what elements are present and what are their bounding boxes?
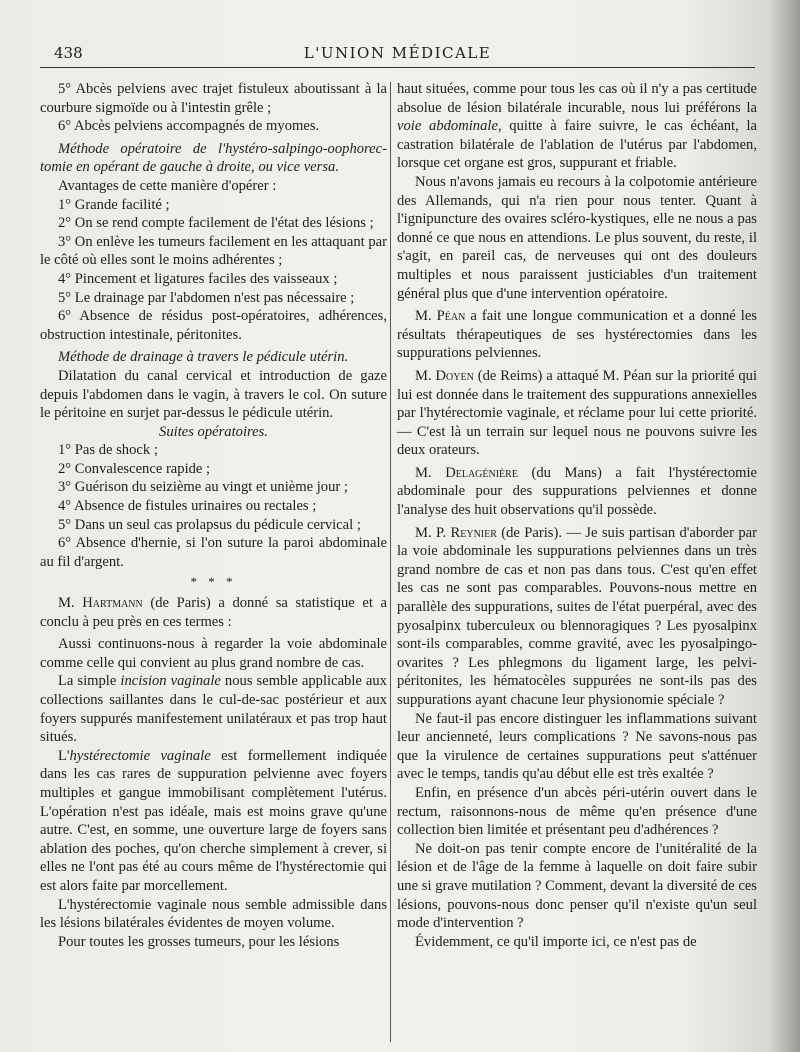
- list-item: 1° Grande facilité ;: [58, 196, 170, 213]
- speaker-name: M. Doyen: [415, 367, 474, 384]
- speaker-name: M. P. Reynier: [415, 524, 497, 541]
- paragraph: Ne faut-il pas encore distinguer les inflammations suivant leur ancienneté, leurs complications ? Ne savons-nous pas que la virulence de certaines suppurations peut s'atténuer avec le temps, tandis qu'au début elle est très exaltée ?: [397, 710, 757, 783]
- paragraph-text: (de Paris). — Je suis partisan d'aborder par la voie abdominale les suppurations pelviennes dans un très grand nombre de cas et non pas dans tous. C'est qu'en effet les cas ne sont pas comparables. Pouvons-nous mettre en parallèle des suppurations, suites de l'état puerpéral, avec des pyosalpinx tuberculeux ou blennoragiques ? Les pyosalpinx sont-ils comparables, comme gravité, avec les pyosalpingo-ovarites ? Les phlegmons du ligament large, les pelvi-péritonites, les hématocèles suppurées ne sont-ils pas des suppurations ayant chacune leur physionomie spéciale ?: [397, 524, 757, 708]
- paragraph: 5° Abcès pelviens avec trajet fistuleux aboutissant à la courbure sigmoïde ou à l'intestin grêle ;: [40, 81, 387, 116]
- left-column: [40, 80, 387, 951]
- paragraph-text: L': [58, 747, 70, 764]
- page-number: 438: [54, 44, 83, 62]
- list-item: 5° Dans un seul cas prolapsus du pédicule cervical ;: [58, 516, 361, 533]
- paragraph-text: (de Reims) a attaqué M. Péan sur la priorité qui lui est donnée dans le traitement des suppurations annexielles par l'hytérectomie vaginale, et réclame pour lui cette priorité. — C'est là un terrain sur lequel nous ne pouvons suivre les deux orateurs.: [397, 367, 757, 459]
- list-item: 2° Convalescence rapide ;: [58, 460, 211, 477]
- paragraph: [397, 464, 757, 520]
- emphasis: hystérectomie vaginale: [69, 747, 211, 764]
- subsection-title: Suites opératoires.: [159, 423, 268, 440]
- paragraph: 6° Abcès pelviens accompagnés de myomes.: [58, 118, 320, 135]
- paragraph: Ne doit-on pas tenir compte encore de l'unitéralité de la lésion et de l'âge de la femme à laquelle on doit faire subir une si grave mutilation ? Comment, devant la diversité de ces lésions, pouvons-nous donc penser qu'il n'existe qu'un seul mode d'intervention ?: [397, 840, 757, 932]
- paragraph: Enfin, en présence d'un abcès péri-utérin ouvert dans le rectum, raisonnons-nous de même qu'en présence d'une collection bien limitée et présentant peu d'adhérences ?: [397, 784, 757, 839]
- header-rule: [40, 67, 755, 68]
- paragraph: Évidemment, ce qu'il importe ici, ce n'est pas de: [415, 933, 697, 950]
- emphasis: incision vaginale: [120, 673, 221, 690]
- list-item: 2° On se rend compte facilement de l'état des lésions ;: [58, 215, 374, 232]
- heading-italic: Méthode de drainage à travers le pédicule utérin.: [58, 349, 349, 366]
- paragraph-text: a fait une longue communication et a donné les résultats thérapeutiques de ses hystérectomies dans les suppurations pelviennes.: [397, 308, 757, 362]
- right-column: [397, 80, 757, 951]
- paragraph: [40, 747, 387, 896]
- list-item: 3° Guérison du seizième au vingt et unième jour ;: [58, 479, 348, 496]
- heading-tail: vice versa.: [272, 159, 339, 176]
- paragraph: [397, 367, 757, 460]
- paragraph: Pour toutes les grosses tumeurs, pour les lésions: [58, 933, 340, 950]
- column-divider: [390, 82, 391, 1042]
- paragraph: Nous n'avons jamais eu recours à la colpotomie antérieure des Allemands, qui n'a rien pour nous tenter. Quant à l'ignipuncture des ovaires scléro-kystiques, elle ne nous a pas donné ce que nous en attendions. Le plus souvent, du reste, il s'agit, en pareil cas, de nerveuses qui ont des douleurs multiples et nous paraissent justiciables d'un traitement général plus que d'une intervention opératoire.: [397, 173, 757, 302]
- paragraph: [40, 594, 387, 631]
- paragraph: L'hystérectomie vaginale nous semble admissible dans les lésions bilatérales évidentes de moyen volume.: [40, 896, 387, 932]
- speaker-name: M. Péan: [415, 308, 466, 325]
- paragraph: Avantages de cette manière d'opérer :: [58, 177, 277, 194]
- paragraph-text: La simple: [58, 673, 121, 690]
- running-title: L'UNION MÉDICALE: [303, 44, 492, 62]
- paragraph-text: (de Paris) a donné sa statistique et a conclu à peu près en ces termes :: [40, 595, 387, 630]
- list-item: 5° Le drainage par l'abdomen n'est pas nécessaire ;: [58, 289, 355, 306]
- list-item: 4° Pincement et ligatures faciles des vaisseaux ;: [58, 270, 338, 287]
- paragraph-text: (du Mans) a fait l'hystérectomie abdominale pour des suppurations pelviennes et donne l'analyse des huit observations qu'il possède.: [397, 464, 757, 519]
- list-item: 4° Absence de fistules urinaires ou rectales ;: [58, 498, 317, 515]
- asterism: * * *: [190, 574, 237, 590]
- list-item: 1° Pas de shock ;: [58, 442, 158, 459]
- emphasis: voie abdominale: [397, 118, 498, 135]
- paragraph-text: , quitte à faire suivre, le cas échéant, la castration bilatérale de l'ablation de l'utérus par l'abdomen, lorsque cet organe est gros, suppurant et friable.: [397, 118, 757, 172]
- paragraph-text: nous semble applicable aux collections saillantes dans le cul-de-sac postérieur et aux foyers suppurés manifestement unilatéraux et pas trop haut situés.: [40, 673, 387, 746]
- paragraph: [397, 524, 757, 710]
- paragraph-text: est formellement indiquée dans les cas rares de suppuration pelvienne avec foyers multiples et gangue immobilisant complètement l'utérus. L'opération n'est pas idéale, mais est moins grave qu'une autre. C'est, en somme, une ouverture large de foyers sans ablation des poches, qu'on cherche simplement à crever, si elles ne l'ont pas été au cours même de l'hystérectomie qui est alors faite par morcellement.: [40, 747, 387, 894]
- paragraph: Aussi continuons-nous à regarder la voie abdominale comme celle qui convient au plus grand nombre de cas.: [40, 636, 387, 671]
- list-item: 3° On enlève les tumeurs facilement en les attaquant par le côté où elles sont le moins adhérentes ;: [40, 233, 387, 269]
- list-item: 6° Absence de résidus post-opératoires, adhérences, obstruction intestinale, péritonites.: [40, 308, 387, 343]
- section-heading: [40, 348, 387, 367]
- paragraph: Dilatation du canal cervical et introduction de gaze depuis l'abdomen dans le vagin, à travers le col. On suture le péritoine en surjet par-dessus le pédicule utérin.: [40, 367, 387, 422]
- paragraph: [40, 672, 387, 746]
- paragraph: [397, 80, 757, 173]
- section-heading: [40, 140, 387, 177]
- heading-italic: Méthode opératoire de l'hystéro-salpingo-oophorec-tomie en opérant de gauche à droite, ou: [40, 140, 387, 176]
- speaker-name: M. Hartmann: [58, 595, 143, 612]
- speaker-name: M. Delagénière: [415, 464, 518, 481]
- paragraph-text: haut situées, comme pour tous les cas où il n'y a pas certitude absolue de lésion bilatérale incurable, nous lui préférons la: [397, 81, 757, 116]
- list-item: 6° Absence d'hernie, si l'on suture la paroi abdominale au fil d'argent.: [40, 535, 387, 570]
- paragraph: [397, 307, 757, 363]
